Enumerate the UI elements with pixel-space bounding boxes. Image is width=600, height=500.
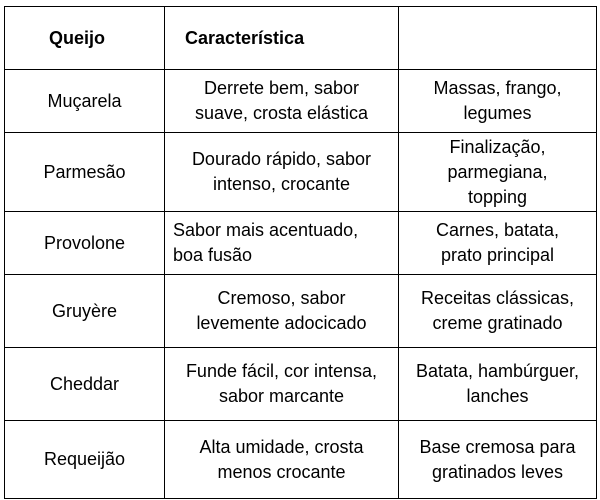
header-row	[5, 7, 597, 70]
table-row	[5, 133, 597, 212]
characteristic-line: suave, crosta elástica	[194, 103, 369, 123]
characteristic-line: menos crocante	[217, 461, 346, 482]
use-cell	[399, 421, 597, 499]
characteristic-cell	[165, 212, 399, 275]
characteristic-cell	[165, 70, 399, 133]
use-line: Receitas clássicas,	[420, 288, 575, 308]
characteristic-line: Sabor mais acentuado,	[173, 220, 359, 240]
cheese-name: Requeijão	[5, 421, 165, 499]
characteristic-line: sabor marcante	[218, 386, 345, 406]
table-row	[5, 421, 597, 499]
cheese-name: Gruyère	[5, 275, 165, 348]
use-cell	[399, 212, 597, 275]
use-line: Base cremosa para	[419, 436, 576, 457]
characteristic-line: boa fusão	[173, 245, 253, 265]
use-line: parmegiana,	[447, 161, 548, 182]
characteristic-cell	[165, 348, 399, 421]
header-characteristic: Característica	[165, 7, 399, 70]
use-line: creme gratinado	[432, 313, 563, 333]
use-line: lanches	[466, 386, 529, 406]
use-line: prato principal	[440, 245, 555, 265]
table-row	[5, 70, 597, 133]
characteristic-line: intenso, crocante	[212, 174, 351, 194]
use-line: gratinados leves	[431, 461, 564, 482]
cheese-name: Provolone	[5, 212, 165, 275]
table-row	[5, 348, 597, 421]
characteristic-cell	[165, 133, 399, 212]
table-row	[5, 212, 597, 275]
use-cell	[399, 70, 597, 133]
use-line: Massas, frango,	[433, 78, 562, 98]
table-row	[5, 275, 597, 348]
use-line: legumes	[463, 103, 532, 123]
cheese-name: Cheddar	[5, 348, 165, 421]
characteristic-line: Derrete bem, sabor	[203, 78, 360, 98]
use-cell	[399, 275, 597, 348]
characteristic-line: levemente adocicado	[196, 313, 367, 333]
cheese-table-container	[4, 6, 596, 499]
header-cheese: Queijo	[5, 7, 165, 70]
use-cell	[399, 133, 597, 212]
cheese-table	[4, 6, 597, 499]
use-cell	[399, 348, 597, 421]
cheese-name: Parmesão	[5, 133, 165, 212]
characteristic-line: Alta umidade, crosta	[199, 436, 364, 457]
characteristic-cell	[165, 421, 399, 499]
use-line: Finalização,	[449, 136, 546, 157]
use-line: topping	[467, 186, 528, 207]
characteristic-cell	[165, 275, 399, 348]
cheese-name: Muçarela	[5, 70, 165, 133]
characteristic-line: Funde fácil, cor intensa,	[185, 361, 378, 381]
header-use	[399, 7, 597, 70]
use-line: Carnes, batata,	[435, 220, 560, 240]
use-line: Batata, hambúrguer,	[415, 361, 580, 381]
characteristic-line: Dourado rápido, sabor	[191, 149, 372, 169]
characteristic-line: Cremoso, sabor	[217, 288, 346, 308]
